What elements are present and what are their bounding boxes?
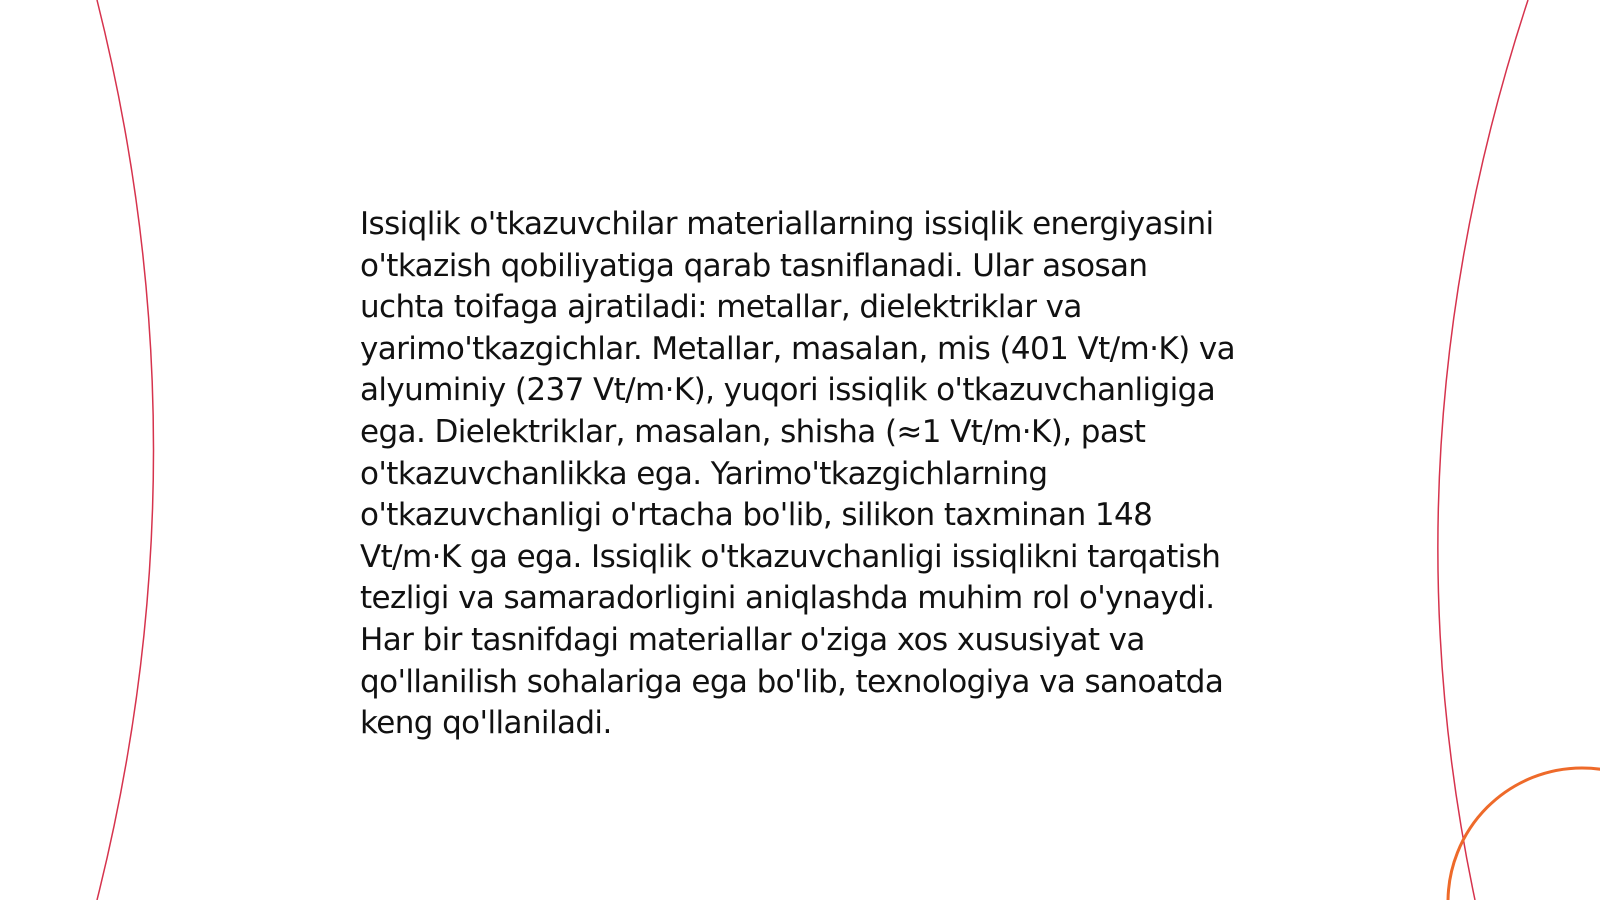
body-paragraph: Issiqlik o'tkazuvchilar materiallarning issiqlik energiyasini o'tkazish qobiliyatiga qarab tasniflanadi. Ular asosan uchta toifaga ajratiladi: metallar, dielektriklar va yarimo'tkazgichlar. Metallar, masalan, mis (401 Vt/m·K) va alyuminiy (237 Vt/m·K), yuqori issiqlik o'tkazuvchanligiga ega. Dielektriklar, masalan, shisha (≈1 Vt/m·K), past o'tkazuvchanlikka ega. Yarimo'tkazgichlarning o'tkazuvchanligi o'rtacha bo'lib, silikon taxminan 148 Vt/m·K ga ega. Issiqlik o'tkazuvchanligi issiqlikni tarqatish tezligi va samaradorligini aniqlashda muhim rol o'ynaydi. Har bir tasnifdagi materiallar o'ziga xos xususiyat va qo'llanilish sohalariga ega bo'lib, texnologiya va sanoatda keng qo'llaniladi. bbox=[360, 206, 1235, 742]
right-arc-line bbox=[1438, 0, 1528, 900]
left-arc-line bbox=[97, 0, 154, 900]
